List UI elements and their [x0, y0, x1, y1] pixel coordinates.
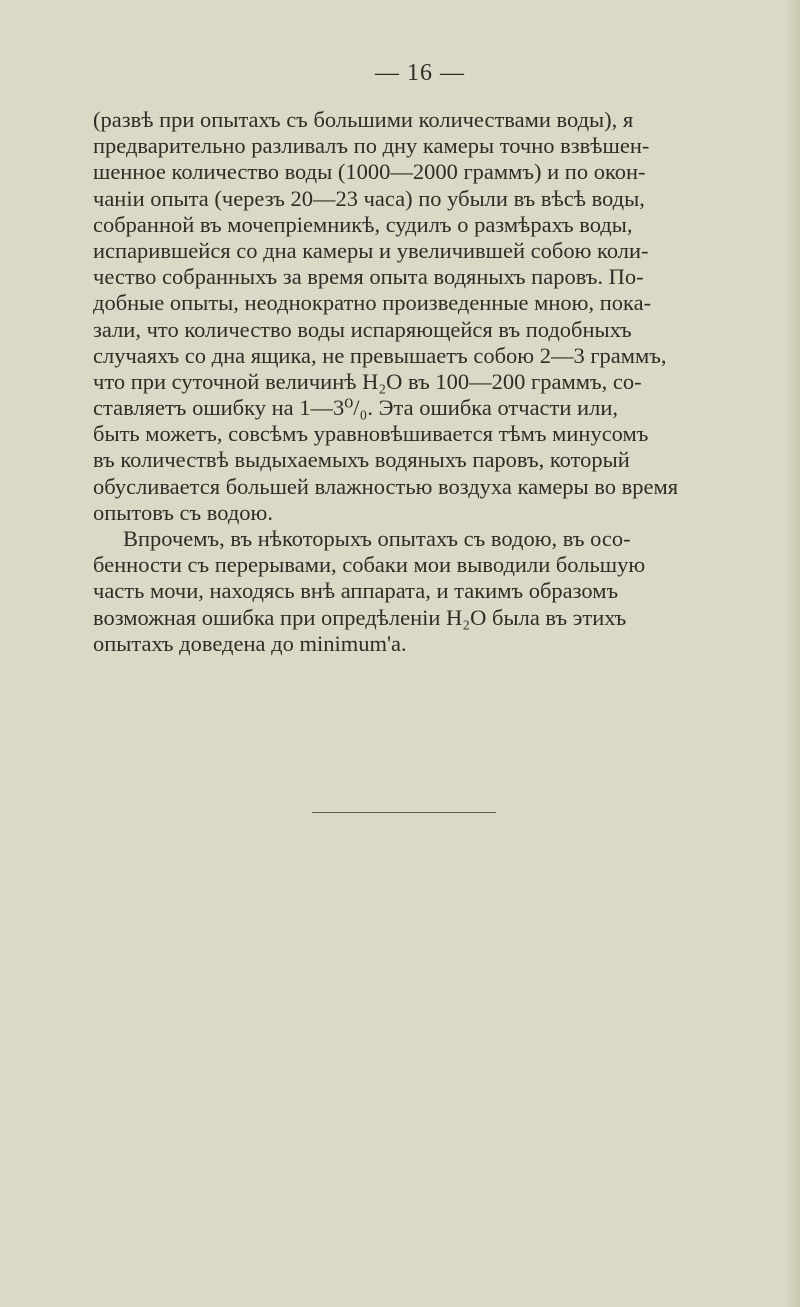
- text-line: обусливается большей влажностью воздуха камеры во время: [93, 473, 679, 499]
- text-line: опытовъ съ водою.: [93, 499, 273, 525]
- text-line: ставляетъ ошибку на 1—3⁰/₀. Эта ошибка отчасти или,: [93, 395, 618, 421]
- text-line: въ количествѣ выдыхаемыхъ водяныхъ паровъ, который: [93, 447, 630, 473]
- text-line: чество собранныхъ за время опыта водяныхъ паровъ. По-: [93, 264, 644, 290]
- page-number: — 16 —: [375, 60, 465, 86]
- text-line: предварительно разливалъ по дну камеры точно взвѣшен-: [93, 133, 650, 159]
- text-line: случаяхъ со дна ящика, не превышаетъ собою 2—3 граммъ,: [93, 342, 667, 368]
- body-text: [93, 107, 783, 657]
- text-line: бенности съ перерывами, собаки мои выводили большую: [93, 552, 646, 578]
- text-line: (развѣ при опытахъ съ большими количествами воды), я: [93, 107, 634, 132]
- text-line: возможная ошибка при опредѣленіи H₂O была въ этихъ: [93, 604, 627, 630]
- text-line: испарившейся со дна камеры и увеличившей собою коли-: [93, 237, 649, 263]
- section-divider: [312, 812, 496, 813]
- text-line: добные опыты, неоднократно произведенные мною, пока-: [93, 290, 652, 316]
- text-line: часть мочи, находясь внѣ аппарата, и такимъ образомъ: [93, 578, 619, 604]
- text-line: опытахъ доведена до minimum'а.: [93, 630, 407, 656]
- text-line: шенное количество воды (1000—2000 граммъ) и по окон-: [93, 159, 646, 185]
- paragraph-start-line: Впрочемъ, въ нѣкоторыхъ опытахъ съ водою, въ осо-: [123, 526, 631, 551]
- text-line: что при суточной величинѣ H₂O въ 100—200 граммъ, со-: [93, 368, 642, 394]
- text-line: чаніи опыта (черезъ 20—23 часа) по убыли въ вѣсѣ воды,: [93, 185, 645, 211]
- text-line: зали, что количество воды испаряющейся въ подобныхъ: [93, 316, 632, 342]
- text-line: быть можетъ, совсѣмъ уравновѣшивается тѣмъ минусомъ: [93, 421, 649, 447]
- text-line: собранной въ мочепріемникѣ, судилъ о размѣрахъ воды,: [93, 211, 633, 237]
